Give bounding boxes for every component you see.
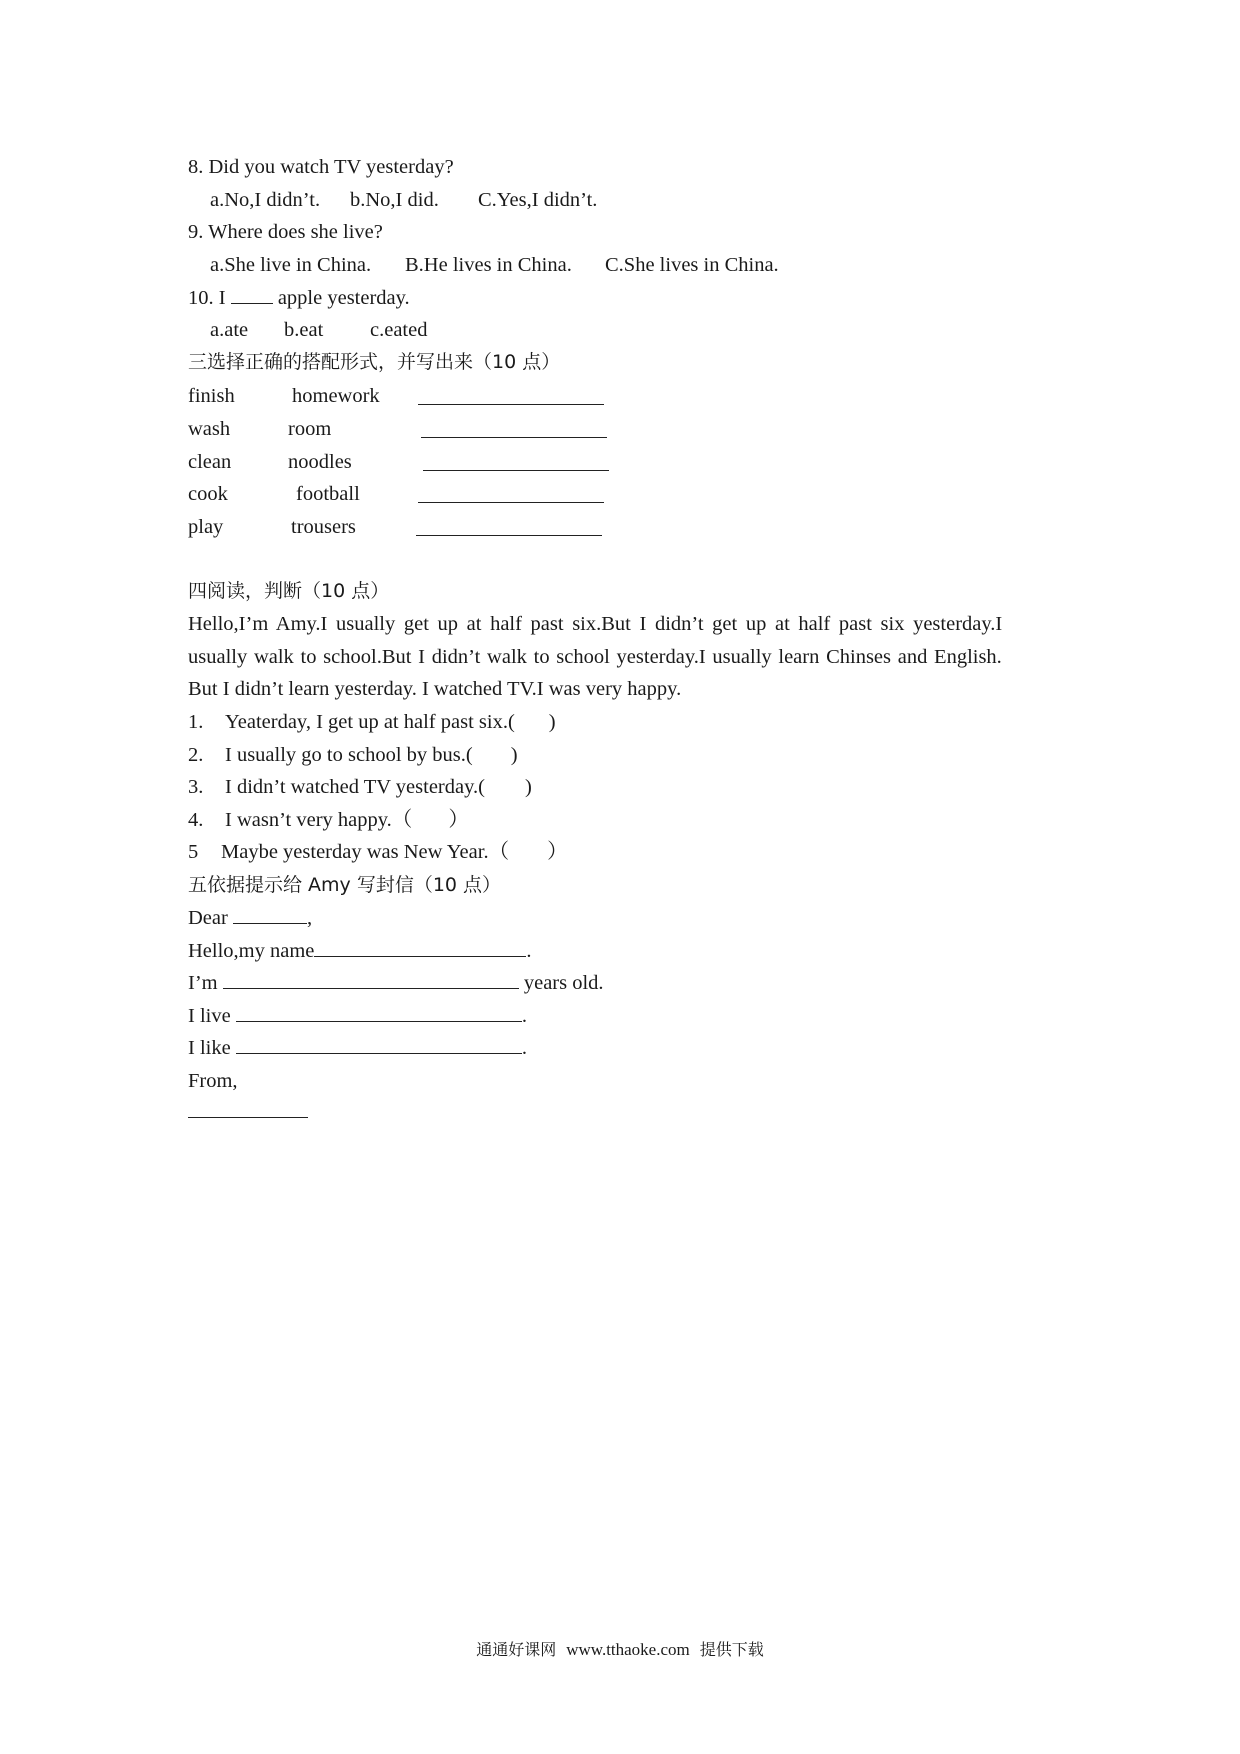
match-row — [188, 448, 231, 476]
footer-site-name: 通通好课网 — [476, 1640, 557, 1659]
match-answer-line[interactable] — [421, 437, 607, 438]
q10-option-c: c.eated — [370, 319, 428, 341]
match-verb: wash — [188, 418, 231, 440]
match-noun: room — [288, 418, 332, 440]
q9-option-a: a.She live in China. — [210, 254, 372, 276]
q8-option-c: C.Yes,I didn’t. — [478, 189, 598, 211]
judge-item — [188, 708, 203, 736]
judge-item-number: 1. — [188, 711, 204, 733]
match-noun: noodles — [288, 451, 352, 473]
match-answer-line[interactable] — [423, 470, 609, 471]
judge-item-text: Maybe yesterday was New Year.（ ） — [221, 841, 568, 863]
match-verb: clean — [188, 451, 232, 473]
letter-hello: Hello,my name . — [188, 940, 532, 962]
judge-item-number: 4. — [188, 809, 204, 831]
passage-line: usually walk to school.But I didn’t walk to school yesterday.I usually learn Chinses and English. — [188, 646, 1002, 668]
match-row — [188, 415, 230, 443]
dear-blank[interactable] — [233, 905, 307, 924]
letter-from: From, — [188, 1070, 238, 1092]
match-noun: trousers — [291, 516, 356, 538]
judge-item-number: 2. — [188, 744, 204, 766]
footer-url[interactable]: www.tthaoke.com — [566, 1640, 690, 1659]
match-noun: football — [296, 483, 360, 505]
q8-option-b: b.No,I did. — [350, 189, 439, 211]
q8-question: 8. Did you watch TV yesterday? — [188, 156, 454, 178]
judge-item — [188, 741, 203, 769]
match-verb: play — [188, 516, 224, 538]
judge-item-number: 5 — [188, 841, 199, 863]
live-blank[interactable] — [236, 1003, 522, 1022]
match-noun: homework — [292, 385, 380, 407]
q9-option-c: C.She lives in China. — [605, 254, 779, 276]
match-answer-line[interactable] — [418, 502, 604, 503]
judge-item — [188, 838, 198, 866]
letter-like: I like . — [188, 1037, 527, 1059]
judge-item-text: I wasn’t very happy.（ ） — [225, 809, 469, 831]
q10-blank[interactable] — [231, 285, 273, 304]
match-answer-line[interactable] — [416, 535, 602, 536]
match-row — [188, 480, 228, 508]
q10-option-a: a.ate — [210, 319, 249, 341]
match-answer-line[interactable] — [418, 404, 604, 405]
letter-dear: Dear , — [188, 907, 313, 929]
match-row — [188, 382, 235, 410]
passage-line: But I didn’t learn yesterday. I watched TV.I was very happy. — [188, 678, 682, 700]
part5-heading: 五依据提示给 Amy 写封信（10 点） — [188, 874, 502, 896]
letter-live: I live . — [188, 1005, 527, 1027]
footer-download-text: 提供下载 — [699, 1640, 764, 1659]
part4-heading: 四阅读，判断（10 点） — [188, 580, 390, 602]
judge-item-text: Yeaterday, I get up at half past six.( ) — [225, 711, 556, 733]
passage-line: Hello,I’m Amy.I usually get up at half past six.But I didn’t get up at half past six yesterday.I — [188, 613, 1003, 635]
signature-line[interactable] — [188, 1117, 308, 1118]
judge-item — [188, 773, 203, 801]
name-blank[interactable] — [314, 938, 526, 957]
q10-option-b: b.eat — [284, 319, 324, 341]
match-verb: cook — [188, 483, 228, 505]
q9-option-b: B.He lives in China. — [405, 254, 572, 276]
judge-item — [188, 806, 203, 834]
judge-item-text: I usually go to school by bus.( ) — [225, 744, 518, 766]
q9-question: 9. Where does she live? — [188, 221, 383, 243]
footer — [0, 1637, 1240, 1660]
judge-item-number: 3. — [188, 776, 204, 798]
judge-item-text: I didn’t watched TV yesterday.( ) — [225, 776, 532, 798]
q10-question: 10. I apple yesterday. — [188, 287, 410, 309]
match-verb: finish — [188, 385, 235, 407]
age-blank[interactable] — [223, 970, 519, 989]
like-blank[interactable] — [236, 1035, 522, 1054]
q8-option-a: a.No,I didn’t. — [210, 189, 321, 211]
part3-heading: 三选择正确的搭配形式，并写出来（10 点） — [188, 351, 561, 373]
letter-age: I’m years old. — [188, 972, 604, 994]
match-row — [188, 513, 223, 541]
